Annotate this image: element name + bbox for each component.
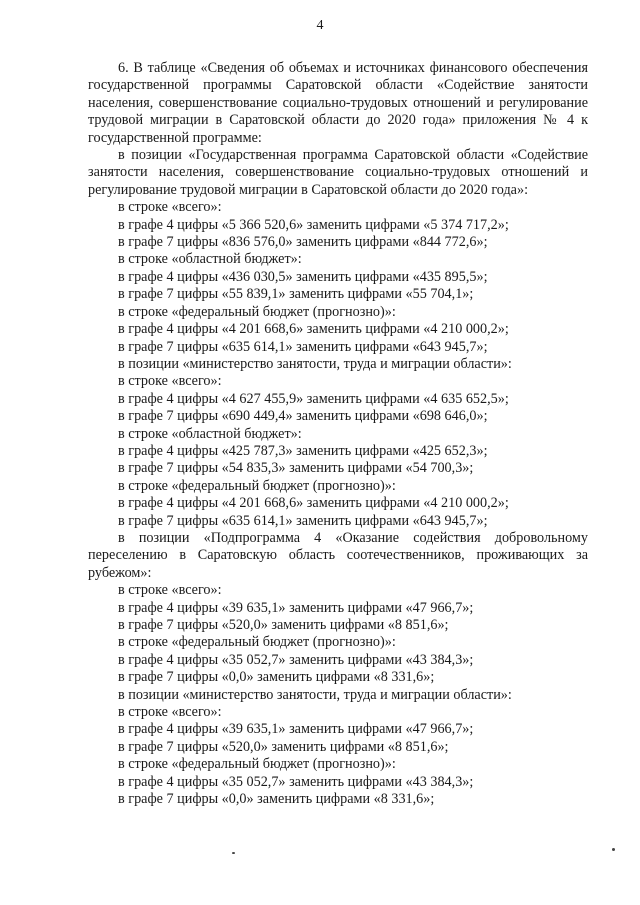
amendment-line: в графе 7 цифры «635 614,1» заменить цифрами «643 945,7»; (118, 512, 488, 529)
amendment-line: в графе 4 цифры «39 635,1» заменить цифрами «47 966,7»; (118, 599, 474, 616)
amendment-line: в графе 7 цифры «690 449,4» заменить цифрами «698 646,0»; (118, 408, 488, 425)
document-body (88, 60, 588, 808)
amendment-line: в строке «федеральный бюджет (прогнозно)»: (118, 756, 396, 773)
position-subprogram: в позиции «Подпрограмма 4 «Оказание содействия добровольному переселению в Саратовскую область соотечественников, проживающих за рубежом»: (88, 529, 588, 581)
amendment-line: в графе 4 цифры «35 052,7» заменить цифрами «43 384,3»; (118, 773, 474, 790)
amendment-line: в строке «федеральный бюджет (прогнозно)»: (118, 303, 396, 320)
scan-speck (612, 848, 615, 851)
amendment-line: в графе 4 цифры «4 201 668,6» заменить цифрами «4 210 000,2»; (118, 495, 509, 512)
amendment-line: в графе 7 цифры «0,0» заменить цифрами «8 331,6»; (118, 791, 435, 808)
page-number: 4 (316, 18, 324, 33)
amendment-line: в графе 7 цифры «54 835,3» заменить цифрами «54 700,3»; (118, 460, 474, 477)
amendment-line: в графе 4 цифры «425 787,3» заменить цифрами «425 652,3»; (118, 442, 488, 459)
amendment-line: в строке «федеральный бюджет (прогнозно)»: (118, 634, 396, 651)
amendment-line: в графе 4 цифры «436 030,5» заменить цифрами «435 895,5»; (118, 268, 488, 285)
amendment-line: в строке «всего»: (118, 199, 222, 216)
amendment-line: в строке «федеральный бюджет (прогнозно)»: (118, 477, 396, 494)
amendment-line: в строке «всего»: (118, 373, 222, 390)
amendment-line: в графе 7 цифры «0,0» заменить цифрами «8 331,6»; (118, 669, 435, 686)
amendment-line: в графе 4 цифры «4 627 455,9» заменить цифрами «4 635 652,5»; (118, 390, 509, 407)
amendment-line: в строке «всего»: (118, 704, 222, 721)
amendment-line: в графе 7 цифры «55 839,1» заменить цифрами «55 704,1»; (118, 286, 474, 303)
paragraph-6: 6. В таблице «Сведения об объемах и источниках финансового обеспечения государственной программы Саратовской области «Содействие занятости населения, совершенствование социально-трудовых отношений и регулирование трудовой миграции в Саратовской области до 2020 года» приложения № 4 к государственной программе: (88, 60, 588, 146)
amendment-line: в графе 7 цифры «520,0» заменить цифрами «8 851,6»; (118, 738, 449, 755)
amendment-line: в строке «областной бюджет»: (118, 251, 302, 268)
amendment-line: в строке «областной бюджет»: (118, 425, 302, 442)
amendment-line: в графе 4 цифры «5 366 520,6» заменить цифрами «5 374 717,2»; (118, 216, 509, 233)
amendment-line: в графе 7 цифры «520,0» заменить цифрами «8 851,6»; (118, 617, 449, 633)
amendment-line: в позиции «министерство занятости, труда и миграции области»: (118, 355, 512, 372)
amendment-line: в графе 4 цифры «4 201 668,6» заменить цифрами «4 210 000,2»; (118, 321, 509, 338)
amendment-line: в графе 4 цифры «35 052,7» заменить цифрами «43 384,3»; (118, 651, 474, 668)
position-program: в позиции «Государственная программа Саратовской области «Содействие занятости населения, совершенствование социально-трудовых отношений и регулирование трудовой миграции в Саратовской области до 2020 года»: (88, 147, 588, 198)
amendment-line: в строке «всего»: (118, 582, 222, 599)
amendment-line: в графе 7 цифры «635 614,1» заменить цифрами «643 945,7»; (118, 338, 488, 355)
scan-speck (232, 852, 235, 854)
amendment-line: в графе 7 цифры «836 576,0» заменить цифрами «844 772,6»; (118, 234, 488, 251)
amendment-line: в позиции «министерство занятости, труда и миграции области»: (118, 686, 512, 703)
amendment-line: в графе 4 цифры «39 635,1» заменить цифрами «47 966,7»; (118, 721, 474, 738)
